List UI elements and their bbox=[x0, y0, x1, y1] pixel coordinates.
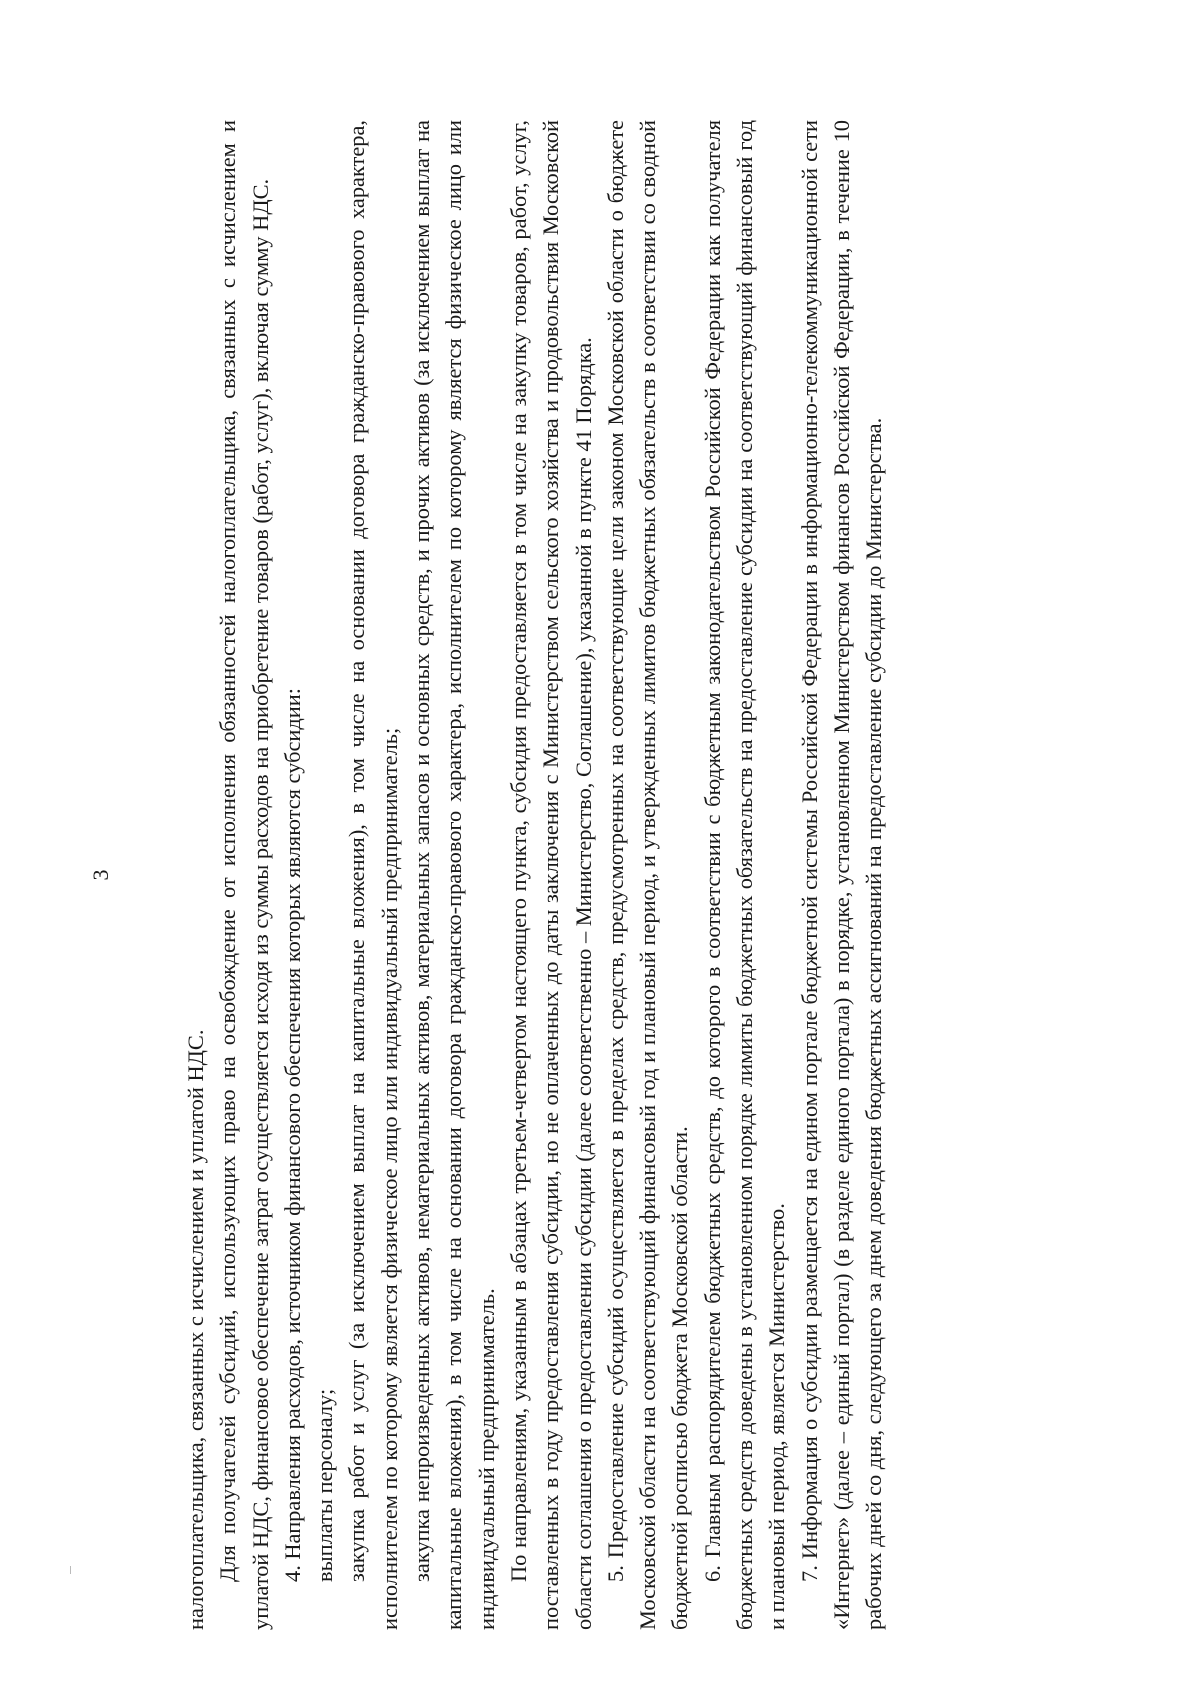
paragraph: закупка непроизведенных активов, нематериальных активов, материальных запасов и основных средств, и прочих активов (за исключением выплат на капитальные вложения), в том числе на основании договора гражданско-правового характера, исполнителем по которому является физическое лицо или индивидуальный предприниматель. bbox=[409, 120, 499, 1630]
paragraph: 4. Направления расходов, источником финансового обеспечения которых являются субсидии: bbox=[279, 688, 305, 1582]
paragraph: выплаты персоналу; bbox=[312, 1388, 338, 1582]
paragraph: закупка работ и услуг (за исключением выплат на капитальные вложения), в том числе на основании договора гражданско-правового характера, исполнителем по которому является физическое лицо или индивидуальный предприниматель; bbox=[344, 120, 402, 1630]
document-body bbox=[180, 120, 891, 1630]
paragraph: По направлениям, указанным в абзацах третьем-четвертом настоящего пункта, субсидия предоставляется в том числе на закупку товаров, работ, услуг, поставленных в году предоставления субсидии, но не оплаченных до даты заключения с Министерством сельского хозяйства и продовольствия Московской области соглашения о предоставлении субсидии (далее соответственно – Министерство, Соглашение), указанной в пункте 41 Порядка. bbox=[505, 120, 596, 1630]
scan-mark bbox=[70, 1566, 71, 1574]
rotated-page bbox=[88, 120, 1080, 1630]
paragraph: налогоплательщика, связанных с исчислением и уплатой НДС. bbox=[183, 1029, 208, 1630]
page-number: 3 bbox=[88, 869, 113, 881]
paragraph: 5. Предоставление субсидий осуществляется в пределах средств, предусмотренных на соответствующие цели законом Московской области о бюджете Московской области на соответствующий финансовый год и плановый период, и утвержденных лимитов бюджетных обязательств в соответствии со сводной бюджетной росписью бюджета Московской области. bbox=[602, 120, 693, 1630]
paragraph: 6. Главным распорядителем бюджетных средств, до которого в соответствии с бюджетным законодательством Российской Федерации как получателя бюджетных средств доведены в установленном порядке лимиты бюджетных обязательств на предоставление субсидии на соответствующий финансовый год и плановый период, является Министерство. bbox=[699, 120, 790, 1630]
paragraph: Для получателей субсидий, использующих право на освобождение от исполнения обязанностей налогоплательщика, связанных с исчислением и уплатой НДС, финансовое обеспечение затрат осуществляется исходя из суммы расходов на приобретение товаров (работ, услуг), включая сумму НДС. bbox=[215, 120, 273, 1630]
paragraph: 7. Информация о субсидии размещается на едином портале бюджетной системы Российской Федерации в информационно-телекоммуникационной сети «Интернет» (далее – единый портал) (в разделе единого портала) в порядке, установленном Министерством финансов Российской Федерации, в течение 10 рабочих дней со дня, следующего за днем доведения бюджетных ассигнований на предоставление субсидии до Министерства. bbox=[796, 120, 887, 1630]
